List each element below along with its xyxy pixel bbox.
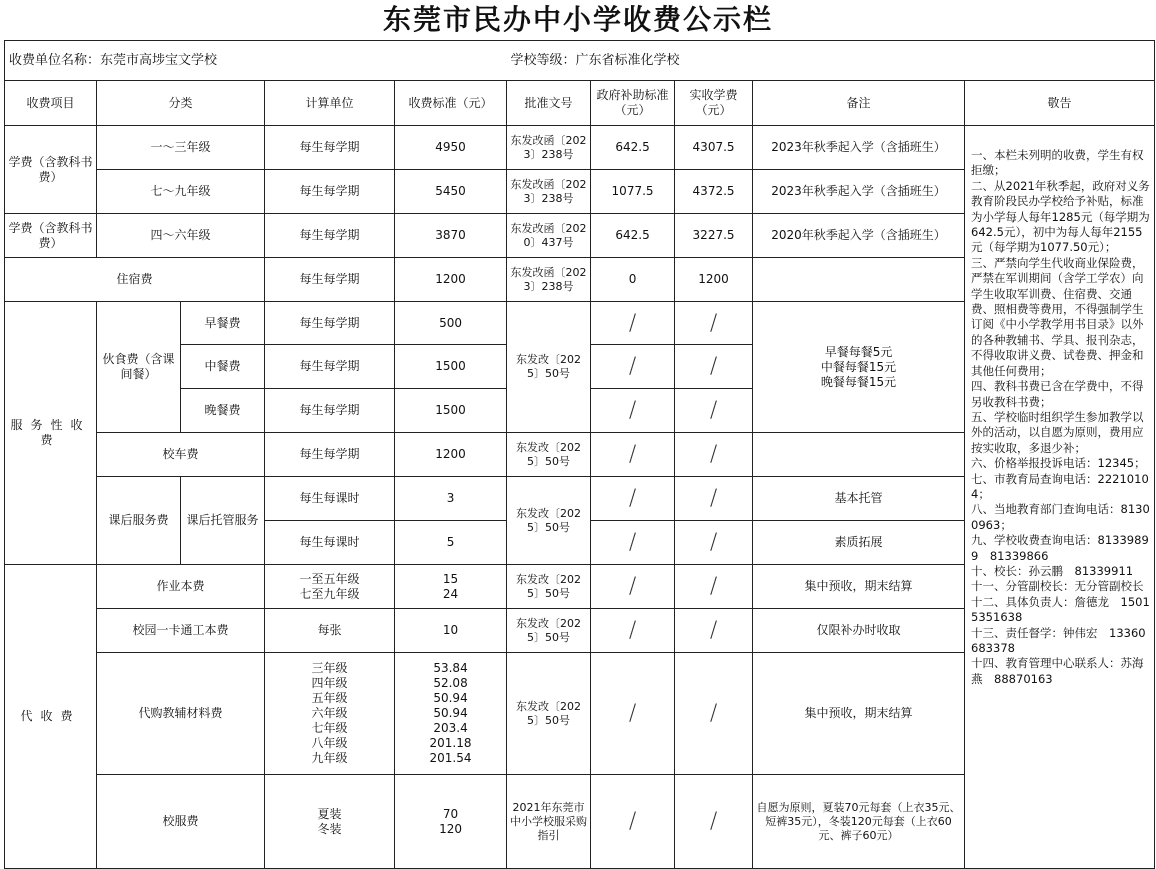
actual-cell: / — [675, 565, 753, 609]
notice-line: 七、市教育局查询电话：22210104； — [971, 471, 1149, 501]
remark-cell: 2023年秋季起入学（含插班生） — [753, 170, 965, 214]
remark-cell: 仅限补办时收取 — [753, 609, 965, 653]
remark-line: 早餐每餐5元 — [824, 344, 893, 359]
actual-cell: / — [675, 609, 753, 653]
notice-line: 十一、分管副校长：无分管副校长 — [971, 579, 1144, 594]
notice-line: 三、严禁向学生代收商业保险费，严禁在军训期间（含学工学农）向学生收取军训费、住宿费、交通费、照相费等费用，不得强制学生订阅《中小学教学用书目录》以外的各种教辅书、学具、报刊杂志，不得收取讲义费、试卷费、押金和其他任何费用； — [971, 255, 1144, 378]
standard-line: 201.18 — [429, 736, 472, 750]
unit-cell — [265, 775, 395, 869]
actual-cell: / — [675, 521, 753, 565]
header-category: 分类 — [97, 81, 265, 126]
category-cell: 早餐费 — [181, 302, 265, 345]
unit-line: 夏装 — [317, 806, 342, 821]
remark-line: 中餐每餐15元 — [820, 359, 897, 374]
category-cell: 中餐费 — [181, 345, 265, 389]
notice-line: 八、当地教育部门查询电话：81300963； — [971, 502, 1150, 532]
header-row — [5, 81, 1155, 126]
doc-cell: 东发改函〔2023〕238号 — [507, 258, 591, 302]
info-row — [5, 41, 1155, 81]
notice-line: 一、本栏未列明的收费，学生有权拒缴； — [971, 148, 1144, 178]
subsidy-cell: 642.5 — [591, 126, 675, 170]
service-item-label: 服务性收费 — [5, 302, 97, 565]
unit-line: 四年级 — [311, 676, 348, 690]
unit-cell: 每生每课时 — [265, 521, 395, 565]
unit-line: 九年级 — [311, 751, 348, 765]
notice-line: 五、学校临时组织学生参加教学以外的活动，以自愿为原则，费用应按实收取，多退少补； — [971, 409, 1144, 455]
standard-line: 70 — [442, 806, 459, 821]
unit-line: 三年级 — [311, 661, 348, 675]
standard-cell: 4950 — [395, 126, 507, 170]
doc-cell: 东发改〔2025〕50号 — [507, 302, 591, 433]
standard-line: 52.08 — [433, 676, 468, 690]
category-cell: 代购教辅材料费 — [97, 653, 265, 775]
tuition-item-label: 学费（含教科书费） — [5, 214, 97, 258]
header-standard: 收费标准（元） — [395, 81, 507, 126]
subsidy-cell: / — [591, 389, 675, 433]
unit-cell: 每张 — [265, 609, 395, 653]
actual-cell: / — [675, 389, 753, 433]
category-cell: 校车费 — [97, 433, 265, 477]
doc-cell: 东发改函〔2020〕437号 — [507, 214, 591, 258]
subsidy-cell: / — [591, 477, 675, 521]
notice-line: 十二、具体负责人：詹德龙 15015351638 — [971, 594, 1150, 625]
category-cell: 四～六年级 — [97, 214, 265, 258]
actual-cell: / — [675, 302, 753, 345]
doc-cell: 东发改〔2025〕50号 — [507, 477, 591, 565]
standard-line: 120 — [439, 821, 462, 836]
standard-cell: 1200 — [395, 258, 507, 302]
header-subsidy: 政府补助标准（元） — [591, 81, 675, 126]
standard-line: 50.94 — [433, 691, 468, 705]
header-remark: 备注 — [753, 81, 965, 126]
unit-cell: 每生每学期 — [265, 214, 395, 258]
unit-cell — [265, 565, 395, 609]
header-doc: 批准文号 — [507, 81, 591, 126]
category-cell: 住宿费 — [5, 258, 265, 302]
school-level: 学校等级：广东省标准化学校 — [507, 41, 1155, 81]
standard-cell: 500 — [395, 302, 507, 345]
remark-cell: 素质拓展 — [753, 521, 965, 565]
remark-cell — [753, 433, 965, 477]
notice-line: 二、从2021年秋季起，政府对义务教育阶段民办学校给予补贴，标准为小学每人每年1285元（每学期为642.5元），初中为每人每年2155元（每学期为1077.50元）； — [971, 178, 1150, 255]
actual-cell: / — [675, 653, 753, 775]
remark-cell: 集中预收，期末结算 — [753, 565, 965, 609]
category-cell: 校园一卡通工本费 — [97, 609, 265, 653]
remark-cell: 基本托管 — [753, 477, 965, 521]
doc-cell: 东发改〔2025〕50号 — [507, 433, 591, 477]
standard-cell: 3870 — [395, 214, 507, 258]
notice-column — [965, 126, 1155, 869]
actual-cell: 3227.5 — [675, 214, 753, 258]
notice-line: 六、价格举报投诉电话：12345； — [971, 456, 1146, 471]
page-title: 东莞市民办中小学收费公示栏 — [382, 3, 773, 36]
doc-cell: 东发改函〔2023〕238号 — [507, 170, 591, 214]
doc-cell: 东发改〔2025〕50号 — [507, 653, 591, 775]
standard-cell: 10 — [395, 609, 507, 653]
unit-cell: 每生每学期 — [265, 433, 395, 477]
header-notice: 敬告 — [965, 81, 1155, 126]
unit-cell: 每生每课时 — [265, 477, 395, 521]
category-cell: 一～三年级 — [97, 126, 265, 170]
unit-line: 八年级 — [311, 736, 348, 750]
notice-line: 十四、教育管理中心联系人：苏海燕 88870163 — [971, 656, 1144, 686]
unit-line: 七年级 — [311, 721, 348, 735]
standard-cell: 1500 — [395, 389, 507, 433]
category-cell: 校服费 — [97, 775, 265, 869]
fee-table — [4, 40, 1155, 869]
meals-label: 伙食费（含课间餐） — [97, 302, 181, 433]
subsidy-cell: / — [591, 653, 675, 775]
table-row — [5, 126, 1155, 170]
unit-cell: 每生每学期 — [265, 389, 395, 433]
unit-line: 七至九年级 — [299, 586, 360, 601]
subsidy-cell: / — [591, 345, 675, 389]
standard-cell — [395, 775, 507, 869]
header-item: 收费项目 — [5, 81, 97, 126]
standard-line: 15 — [442, 571, 459, 586]
category-cell: 七～九年级 — [97, 170, 265, 214]
subsidy-cell: 1077.5 — [591, 170, 675, 214]
doc-cell: 2021年东莞市中小学校服采购指引 — [507, 775, 591, 869]
standard-cell: 1500 — [395, 345, 507, 389]
meals-remark — [753, 302, 965, 433]
actual-cell: 4307.5 — [675, 126, 753, 170]
category-cell: 晚餐费 — [181, 389, 265, 433]
unit-cell: 每生每学期 — [265, 126, 395, 170]
unit-cell: 每生每学期 — [265, 170, 395, 214]
remark-cell: 自愿为原则，夏装70元每套（上衣35元、短裤35元），冬装120元每套（上衣60元、裤子60元） — [753, 775, 965, 869]
actual-cell: / — [675, 345, 753, 389]
actual-cell: 4372.5 — [675, 170, 753, 214]
standard-cell: 5450 — [395, 170, 507, 214]
unit-line: 冬装 — [317, 821, 342, 836]
remark-cell: 2023年秋季起入学（含插班生） — [753, 126, 965, 170]
doc-cell: 东发改〔2025〕50号 — [507, 609, 591, 653]
subsidy-cell: 0 — [591, 258, 675, 302]
unit-line: 一至五年级 — [299, 571, 360, 586]
actual-cell: / — [675, 775, 753, 869]
doc-cell: 东发改〔2025〕50号 — [507, 565, 591, 609]
standard-line: 53.84 — [433, 661, 468, 675]
remark-cell: 2020年秋季起入学（含插班生） — [753, 214, 965, 258]
standard-cell: 3 — [395, 477, 507, 521]
standard-line: 201.54 — [429, 751, 472, 765]
standard-line: 50.94 — [433, 706, 468, 720]
unit-cell — [265, 653, 395, 775]
tuition-item-label: 学费（含教科书费） — [5, 126, 97, 214]
actual-cell: 1200 — [675, 258, 753, 302]
header-unit: 计算单位 — [265, 81, 395, 126]
actual-cell: / — [675, 477, 753, 521]
standard-cell — [395, 653, 507, 775]
unit-cell: 每生每学期 — [265, 302, 395, 345]
notice-line: 四、教科书费已含在学费中，不得另收教科书费； — [971, 379, 1144, 409]
subsidy-cell: / — [591, 565, 675, 609]
unit-cell: 每生每学期 — [265, 258, 395, 302]
category-cell: 作业本费 — [97, 565, 265, 609]
standard-line: 24 — [442, 586, 459, 601]
doc-cell: 东发改函〔2023〕238号 — [507, 126, 591, 170]
after-school-sub: 课后托管服务 — [181, 477, 265, 565]
header-actual: 实收学费（元） — [675, 81, 753, 126]
standard-cell: 5 — [395, 521, 507, 565]
subsidy-cell: / — [591, 521, 675, 565]
remark-cell — [753, 258, 965, 302]
collect-item-label: 代收费 — [5, 565, 97, 869]
remark-cell: 集中预收，期末结算 — [753, 653, 965, 775]
unit-line: 六年级 — [311, 706, 348, 720]
subsidy-cell: / — [591, 433, 675, 477]
standard-cell — [395, 565, 507, 609]
standard-cell: 1200 — [395, 433, 507, 477]
subsidy-cell: 642.5 — [591, 214, 675, 258]
school-name: 收费单位名称：东莞市高埗宝文学校 — [5, 41, 507, 81]
subsidy-cell: / — [591, 609, 675, 653]
notice-line: 九、学校收费查询电话：81339899 81339866 — [971, 533, 1149, 563]
remark-line: 晚餐每餐15元 — [820, 374, 897, 389]
subsidy-cell: / — [591, 302, 675, 345]
notice-list — [971, 148, 1150, 687]
unit-line: 五年级 — [311, 691, 348, 705]
standard-line: 203.4 — [433, 721, 468, 735]
unit-cell: 每生每学期 — [265, 345, 395, 389]
after-school-label: 课后服务费 — [97, 477, 181, 565]
actual-cell: / — [675, 433, 753, 477]
subsidy-cell: / — [591, 775, 675, 869]
notice-line: 十、校长：孙云鹏 81339911 — [971, 563, 1134, 578]
notice-line: 十三、责任督学：钟伟宏 13360683378 — [971, 625, 1146, 655]
